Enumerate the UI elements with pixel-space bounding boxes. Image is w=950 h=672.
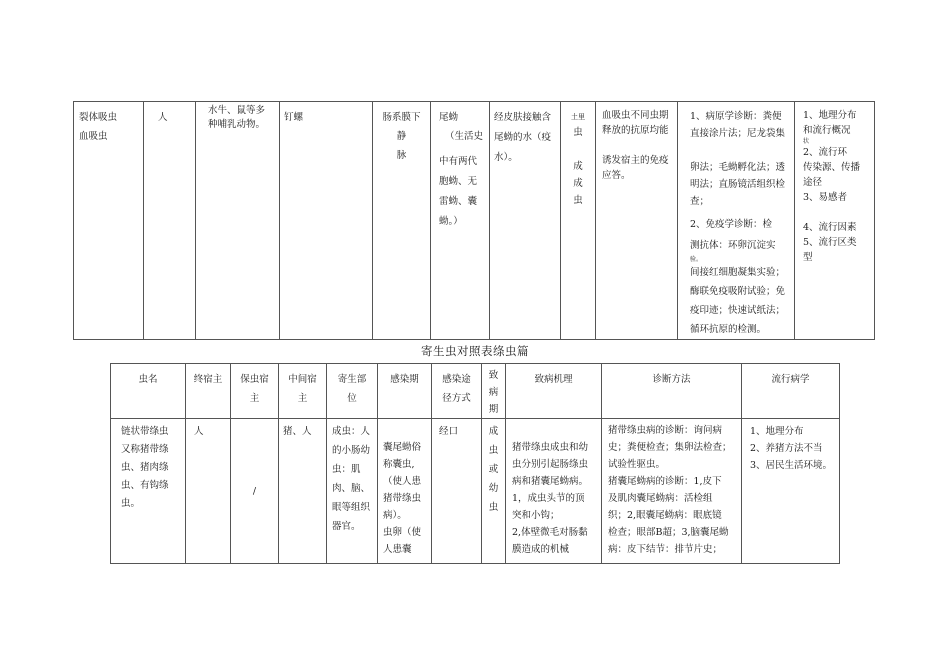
- table-row: [111, 419, 840, 564]
- pathogenic-stage-cell: 成 虫 或 幼 虫: [482, 419, 506, 564]
- header-pathogenic-stage: 致 病 期: [482, 364, 506, 419]
- header-location: 寄生部 位: [327, 364, 378, 419]
- location-cell: 成虫：人 的小肠幼 虫：肌 肉、脑、 眼等组织 器官。: [327, 419, 378, 564]
- header-row: [111, 364, 840, 419]
- tapeworm-table: [110, 363, 840, 564]
- header-diagnosis: 诊断方法: [602, 364, 742, 419]
- mechanism-cell: 血吸虫不同虫期 释放的抗原均能 诱发宿主的免疫 应答。: [596, 102, 678, 340]
- diagnosis-cell: 猪带绦虫病的诊断：询问病 史；粪便检查；集卵法检查； 试验性驱虫。 猪囊尾蚴病的诊断：1,皮下 及肌肉囊尾蚴病：活检组 织；2,眼囊尾蚴病：眼底镜 检查；眼部B超；3,脑囊尾蚴 病：皮下结节：排节片史；: [602, 419, 742, 564]
- infective-stage-note-b: 中有两代 胞蚴、无 雷蚴、囊 蚴。）: [439, 156, 478, 227]
- pathogenic-stage-text: 虫 成 成 虫: [573, 127, 583, 206]
- infective-stage-name: 尾蚴: [439, 112, 459, 123]
- epidemiology-cell: 1、地理分布 2、养猪方法不当 3、居民生活环境。: [742, 419, 840, 564]
- schistosoma-table: [73, 101, 875, 340]
- header-epidemiology: 流行病学: [742, 364, 840, 419]
- diagnosis-tests: 间接红细胞凝集实验； 酶联免疫吸附试验；免 疫印迹；快速试纸法； 循环抗原的检测。: [690, 267, 786, 335]
- pathogenic-stage-cell: [561, 102, 596, 340]
- table-row: [74, 102, 875, 340]
- definitive-host-cell: 人: [144, 102, 196, 340]
- infective-stage-note-a: （生活史: [445, 131, 484, 142]
- header-route: 感染途 径方式: [432, 364, 482, 419]
- epidemiology-fragment: 状: [803, 138, 810, 145]
- route-cell: 经口: [432, 419, 482, 564]
- header-definitive-host: 终宿主: [186, 364, 231, 419]
- reservoir-host-slash: /: [252, 485, 257, 497]
- intermediate-host-cell: 猪、人: [279, 419, 327, 564]
- name-cell: 链状带绦虫 又称猪带绦 虫、猪肉绦 虫、有钩绦 虫。: [111, 419, 186, 564]
- pathogenic-stage-small: 土里: [571, 113, 585, 121]
- epidemiology-cell: [795, 102, 875, 340]
- diagnosis-parasitology: 1、病原学诊断：粪便 直接涂片法；尼龙袋集 卵法；毛蚴孵化法；透 明法；直肠镜活组织检 查；: [690, 111, 786, 207]
- epidemiology-distribution: 1、地理分布 和流行概况: [803, 110, 857, 136]
- reservoir-host-cell: [196, 102, 280, 340]
- header-infective-stage: 感染期: [378, 364, 432, 419]
- epidemiology-details: 2、流行环 传染源、传播 途径 3、易感者 4、流行因素 5、流行区类 型: [803, 147, 861, 263]
- infective-stage-cell: [431, 102, 490, 340]
- reservoir-host-text: 水牛、鼠等多种哺乳动物。: [208, 105, 266, 130]
- header-intermediate-host: 中间宿 主: [279, 364, 327, 419]
- intermediate-host-cell: 钉螺: [280, 102, 373, 340]
- page-title: 寄生虫对照表绦虫篇: [421, 344, 529, 358]
- diagnosis-immunology: 2、免疫学诊断：检 测抗体：环卵沉淀实: [690, 219, 776, 251]
- header-reservoir-host: 保虫宿 主: [231, 364, 279, 419]
- diagnosis-immunology-fragment: 验。: [690, 256, 703, 263]
- location-cell: 肠系膜下静 脉: [373, 102, 431, 340]
- infective-stage-cell: 囊尾蚴俗 称囊虫, （使人患 猪带绦虫 病）。 虫卵（使 人患囊: [378, 419, 432, 564]
- species-cell: 裂体吸虫 血吸虫: [74, 102, 144, 340]
- header-mechanism: 致病机理: [506, 364, 602, 419]
- reservoir-host-cell: [231, 419, 279, 564]
- header-name: 虫名: [111, 364, 186, 419]
- definitive-host-cell: 人: [186, 419, 231, 564]
- diagnosis-cell: [678, 102, 795, 340]
- route-cell: 经皮肤接触含 尾蚴的水（疫 水）。: [490, 102, 561, 340]
- mechanism-cell: 猪带绦虫成虫和幼 虫分别引起肠绦虫 病和猪囊尾蚴病。 1，成虫头节的顶 突和小钩； 2,体壁微毛对肠黏 膜造成的机械: [506, 419, 602, 564]
